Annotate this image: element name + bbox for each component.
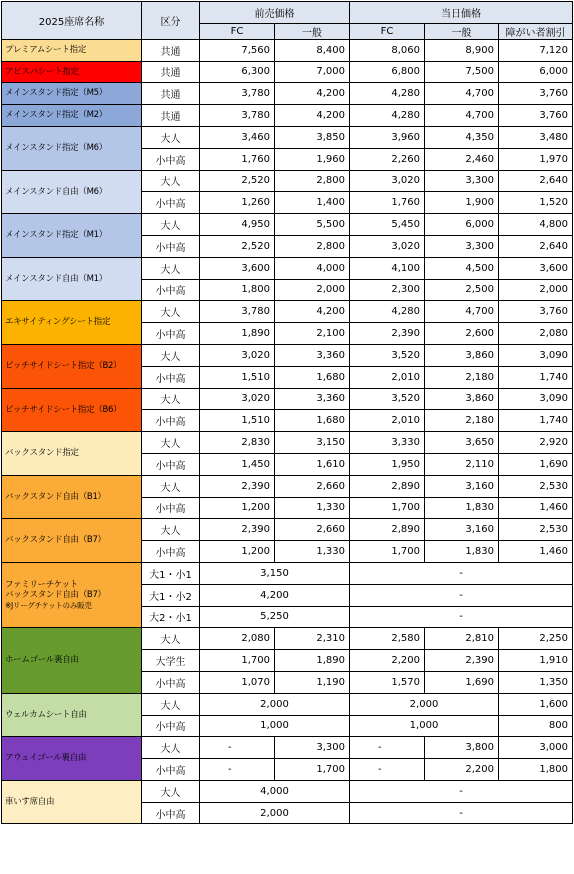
category-cell: 大人: [142, 780, 200, 802]
table-row: [2, 126, 573, 148]
advance-fc-cell: 1,800: [200, 279, 275, 301]
sameday-fc-cell: -: [350, 759, 425, 781]
advance-general-cell: 2,100: [275, 323, 350, 345]
sameday-general-cell: 4,700: [425, 105, 499, 127]
sameday-general-cell: 2,500: [425, 279, 499, 301]
sameday-price-cell: 2,000: [350, 693, 499, 715]
advance-fc-cell: 1,450: [200, 453, 275, 475]
advance-general-cell: 1,680: [275, 410, 350, 432]
advance-general-cell: 1,890: [275, 650, 350, 672]
sameday-fc-cell: 3,960: [350, 126, 425, 148]
seat-name-cell: [2, 562, 142, 627]
advance-general-cell: 4,200: [275, 105, 350, 127]
disabled-discount-cell: 3,760: [499, 105, 573, 127]
table-row: [2, 301, 573, 323]
category-cell: 小中高: [142, 715, 200, 737]
sameday-fc-cell: 1,700: [350, 497, 425, 519]
disabled-discount-cell: 2,000: [499, 279, 573, 301]
disabled-discount-cell: 2,530: [499, 519, 573, 541]
advance-general-cell: 3,850: [275, 126, 350, 148]
category-cell: 共通: [142, 61, 200, 83]
advance-fc-cell: 3,780: [200, 301, 275, 323]
disabled-discount-cell: 1,970: [499, 148, 573, 170]
advance-fc-cell: 1,890: [200, 323, 275, 345]
category-cell: 小中高: [142, 279, 200, 301]
header-sameday-fc: FC: [350, 23, 425, 39]
category-cell: 大人: [142, 475, 200, 497]
sameday-price-cell: -: [350, 562, 573, 584]
sameday-general-cell: 8,900: [425, 39, 499, 61]
sameday-general-cell: 3,300: [425, 235, 499, 257]
advance-fc-cell: 3,780: [200, 83, 275, 105]
advance-general-cell: 2,800: [275, 170, 350, 192]
seat-name-cell: ピッチサイドシート指定（B2）: [2, 344, 142, 388]
seat-name-cell: メインスタンド指定（M2）: [2, 105, 142, 127]
price-table: [1, 1, 573, 824]
sameday-general-cell: 3,860: [425, 388, 499, 410]
advance-fc-cell: 3,020: [200, 388, 275, 410]
advance-general-cell: 1,960: [275, 148, 350, 170]
header-category: 区分: [142, 2, 200, 40]
advance-general-cell: 8,400: [275, 39, 350, 61]
seat-name-cell: メインスタンド指定（M5）: [2, 83, 142, 105]
category-cell: 小中高: [142, 802, 200, 824]
disabled-discount-cell: 1,460: [499, 497, 573, 519]
header-advance-fc: FC: [200, 23, 275, 39]
table-row: [2, 475, 573, 497]
sameday-general-cell: 3,860: [425, 344, 499, 366]
category-cell: 大1・小1: [142, 562, 200, 584]
sameday-general-cell: 2,180: [425, 366, 499, 388]
advance-fc-cell: 3,020: [200, 344, 275, 366]
seat-name-cell: アウェイゴール裏自由: [2, 737, 142, 781]
table-row: [2, 780, 573, 802]
sameday-general-cell: 2,390: [425, 650, 499, 672]
disabled-discount-cell: 2,920: [499, 432, 573, 454]
category-cell: 小中高: [142, 366, 200, 388]
sameday-general-cell: 4,700: [425, 301, 499, 323]
category-cell: 大人: [142, 126, 200, 148]
category-cell: 共通: [142, 83, 200, 105]
header-advance-price: 前売価格: [200, 2, 350, 24]
disabled-discount-cell: 2,640: [499, 235, 573, 257]
sameday-general-cell: 1,900: [425, 192, 499, 214]
disabled-discount-cell: 800: [499, 715, 573, 737]
advance-general-cell: 1,330: [275, 541, 350, 563]
table-row: [2, 257, 573, 279]
sameday-general-cell: 3,800: [425, 737, 499, 759]
advance-general-cell: 1,680: [275, 366, 350, 388]
table-row: [2, 388, 573, 410]
table-row: [2, 737, 573, 759]
sameday-fc-cell: 3,520: [350, 388, 425, 410]
category-cell: 大人: [142, 257, 200, 279]
sameday-general-cell: 3,300: [425, 170, 499, 192]
sameday-general-cell: 3,650: [425, 432, 499, 454]
table-row: [2, 214, 573, 236]
advance-fc-cell: 2,390: [200, 475, 275, 497]
header-sameday-general: 一般: [425, 23, 499, 39]
disabled-discount-cell: 3,090: [499, 344, 573, 366]
advance-fc-cell: 1,510: [200, 410, 275, 432]
sameday-general-cell: 6,000: [425, 214, 499, 236]
sameday-general-cell: 2,810: [425, 628, 499, 650]
category-cell: 共通: [142, 39, 200, 61]
advance-price-cell: 3,150: [200, 562, 350, 584]
advance-general-cell: 2,800: [275, 235, 350, 257]
sameday-general-cell: 2,180: [425, 410, 499, 432]
sameday-general-cell: 2,460: [425, 148, 499, 170]
advance-fc-cell: -: [200, 737, 275, 759]
sameday-fc-cell: 2,300: [350, 279, 425, 301]
seat-name-cell: メインスタンド指定（M1）: [2, 214, 142, 258]
sameday-general-cell: 2,110: [425, 453, 499, 475]
advance-fc-cell: 3,780: [200, 105, 275, 127]
sameday-fc-cell: 2,890: [350, 475, 425, 497]
table-row: [2, 628, 573, 650]
sameday-general-cell: 4,350: [425, 126, 499, 148]
advance-general-cell: 4,000: [275, 257, 350, 279]
advance-general-cell: 2,310: [275, 628, 350, 650]
table-row: [2, 432, 573, 454]
advance-general-cell: 1,700: [275, 759, 350, 781]
sameday-general-cell: 1,830: [425, 497, 499, 519]
advance-fc-cell: 1,700: [200, 650, 275, 672]
sameday-fc-cell: 4,280: [350, 105, 425, 127]
disabled-discount-cell: 1,350: [499, 671, 573, 693]
sameday-fc-cell: 6,800: [350, 61, 425, 83]
disabled-discount-cell: 3,760: [499, 301, 573, 323]
advance-fc-cell: 7,560: [200, 39, 275, 61]
category-cell: 大人: [142, 170, 200, 192]
advance-general-cell: 1,400: [275, 192, 350, 214]
sameday-general-cell: 1,830: [425, 541, 499, 563]
category-cell: 大人: [142, 628, 200, 650]
category-cell: 小中高: [142, 410, 200, 432]
sameday-general-cell: 3,160: [425, 475, 499, 497]
seat-name-cell: バックスタンド指定: [2, 432, 142, 476]
advance-fc-cell: 2,520: [200, 235, 275, 257]
category-cell: 大人: [142, 301, 200, 323]
header-sameday-price: 当日価格: [350, 2, 573, 24]
advance-price-cell: 1,000: [200, 715, 350, 737]
sameday-fc-cell: 2,010: [350, 410, 425, 432]
advance-general-cell: 3,300: [275, 737, 350, 759]
advance-fc-cell: 1,200: [200, 497, 275, 519]
seat-name-cell: メインスタンド指定（M6）: [2, 126, 142, 170]
table-row: [2, 61, 573, 83]
category-cell: 大人: [142, 519, 200, 541]
category-cell: 小中高: [142, 192, 200, 214]
advance-general-cell: 3,150: [275, 432, 350, 454]
advance-general-cell: 7,000: [275, 61, 350, 83]
sameday-fc-cell: 8,060: [350, 39, 425, 61]
sameday-price-cell: -: [350, 606, 573, 628]
header-advance-general: 一般: [275, 23, 350, 39]
sameday-fc-cell: 1,700: [350, 541, 425, 563]
seat-name-cell: ピッチサイドシート指定（B6）: [2, 388, 142, 432]
seat-name-cell: バックスタンド自由（B7）: [2, 519, 142, 563]
category-cell: 小中高: [142, 323, 200, 345]
sameday-fc-cell: 3,020: [350, 170, 425, 192]
advance-fc-cell: 4,950: [200, 214, 275, 236]
disabled-discount-cell: 2,080: [499, 323, 573, 345]
seat-name-line: バックスタンド自由（B7）: [5, 590, 106, 601]
disabled-discount-cell: 2,530: [499, 475, 573, 497]
category-cell: 小中高: [142, 235, 200, 257]
category-cell: 小中高: [142, 671, 200, 693]
advance-price-cell: 4,200: [200, 584, 350, 606]
category-cell: 大人: [142, 432, 200, 454]
seat-name-cell: 車いす席自由: [2, 780, 142, 824]
advance-fc-cell: 3,460: [200, 126, 275, 148]
sameday-fc-cell: 2,390: [350, 323, 425, 345]
advance-price-cell: 5,250: [200, 606, 350, 628]
price-table-container: [1, 1, 573, 824]
disabled-discount-cell: 3,600: [499, 257, 573, 279]
category-cell: 小中高: [142, 497, 200, 519]
seat-name-cell: エキサイティングシート指定: [2, 301, 142, 345]
category-cell: 小中高: [142, 541, 200, 563]
advance-general-cell: 3,360: [275, 388, 350, 410]
header-disabled-discount: 障がい者割引: [499, 23, 573, 39]
sameday-fc-cell: 3,330: [350, 432, 425, 454]
seat-name-cell: アビスパシート指定: [2, 61, 142, 83]
disabled-discount-cell: 2,250: [499, 628, 573, 650]
table-row: [2, 170, 573, 192]
sameday-price-cell: -: [350, 802, 573, 824]
table-row: [2, 83, 573, 105]
advance-fc-cell: 3,600: [200, 257, 275, 279]
advance-general-cell: 2,660: [275, 475, 350, 497]
disabled-discount-cell: 1,600: [499, 693, 573, 715]
disabled-discount-cell: 3,000: [499, 737, 573, 759]
sameday-fc-cell: 1,570: [350, 671, 425, 693]
advance-fc-cell: 1,200: [200, 541, 275, 563]
seat-name-cell: ウェルカムシート自由: [2, 693, 142, 737]
disabled-discount-cell: 1,800: [499, 759, 573, 781]
table-row: [2, 39, 573, 61]
sameday-fc-cell: 4,100: [350, 257, 425, 279]
sameday-fc-cell: 1,950: [350, 453, 425, 475]
disabled-discount-cell: 1,740: [499, 366, 573, 388]
advance-general-cell: 2,660: [275, 519, 350, 541]
sameday-price-cell: 1,000: [350, 715, 499, 737]
category-cell: 大人: [142, 737, 200, 759]
seat-name-cell: メインスタンド自由（M1）: [2, 257, 142, 301]
sameday-price-cell: -: [350, 780, 573, 802]
price-table-body: [2, 39, 573, 824]
category-cell: 大2・小1: [142, 606, 200, 628]
category-cell: 小中高: [142, 759, 200, 781]
advance-general-cell: 4,200: [275, 83, 350, 105]
header-row-top: [2, 2, 573, 24]
advance-fc-cell: 1,510: [200, 366, 275, 388]
seat-name-cell: メインスタンド自由（M6）: [2, 170, 142, 214]
disabled-discount-cell: 1,460: [499, 541, 573, 563]
sameday-general-cell: 3,160: [425, 519, 499, 541]
sameday-fc-cell: 4,280: [350, 83, 425, 105]
table-row: [2, 562, 573, 584]
sameday-general-cell: 4,700: [425, 83, 499, 105]
table-row: [2, 344, 573, 366]
sameday-fc-cell: 4,280: [350, 301, 425, 323]
advance-fc-cell: 1,760: [200, 148, 275, 170]
disabled-discount-cell: 7,120: [499, 39, 573, 61]
advance-fc-cell: 2,520: [200, 170, 275, 192]
table-row: [2, 519, 573, 541]
disabled-discount-cell: 4,800: [499, 214, 573, 236]
advance-fc-cell: 6,300: [200, 61, 275, 83]
category-cell: 共通: [142, 105, 200, 127]
sameday-price-cell: -: [350, 584, 573, 606]
sameday-general-cell: 2,600: [425, 323, 499, 345]
advance-general-cell: 4,200: [275, 301, 350, 323]
advance-fc-cell: 2,830: [200, 432, 275, 454]
advance-general-cell: 2,000: [275, 279, 350, 301]
category-cell: 小中高: [142, 453, 200, 475]
category-cell: 大人: [142, 344, 200, 366]
seat-name-line: ※Jリーグチケットのみ販売: [5, 601, 92, 611]
category-cell: 大人: [142, 693, 200, 715]
category-cell: 小中高: [142, 148, 200, 170]
sameday-fc-cell: 1,760: [350, 192, 425, 214]
category-cell: 大学生: [142, 650, 200, 672]
sameday-general-cell: 7,500: [425, 61, 499, 83]
sameday-fc-cell: 3,020: [350, 235, 425, 257]
disabled-discount-cell: 1,740: [499, 410, 573, 432]
advance-general-cell: 5,500: [275, 214, 350, 236]
advance-fc-cell: 2,080: [200, 628, 275, 650]
advance-fc-cell: -: [200, 759, 275, 781]
sameday-general-cell: 2,200: [425, 759, 499, 781]
sameday-general-cell: 1,690: [425, 671, 499, 693]
sameday-general-cell: 4,500: [425, 257, 499, 279]
sameday-fc-cell: 3,520: [350, 344, 425, 366]
advance-general-cell: 3,360: [275, 344, 350, 366]
disabled-discount-cell: 3,760: [499, 83, 573, 105]
advance-fc-cell: 1,260: [200, 192, 275, 214]
disabled-discount-cell: 3,090: [499, 388, 573, 410]
sameday-fc-cell: 2,890: [350, 519, 425, 541]
advance-fc-cell: 2,390: [200, 519, 275, 541]
disabled-discount-cell: 3,480: [499, 126, 573, 148]
sameday-fc-cell: 5,450: [350, 214, 425, 236]
sameday-fc-cell: 2,010: [350, 366, 425, 388]
sameday-fc-cell: 2,260: [350, 148, 425, 170]
disabled-discount-cell: 1,520: [499, 192, 573, 214]
seat-name-line: ファミリーチケット: [5, 579, 78, 590]
seat-name-cell: プレミアムシート指定: [2, 39, 142, 61]
disabled-discount-cell: 6,000: [499, 61, 573, 83]
sameday-fc-cell: -: [350, 737, 425, 759]
advance-price-cell: 2,000: [200, 802, 350, 824]
sameday-fc-cell: 2,580: [350, 628, 425, 650]
table-row: [2, 693, 573, 715]
advance-price-cell: 4,000: [200, 780, 350, 802]
seat-name-cell: バックスタンド自由（B1）: [2, 475, 142, 519]
advance-fc-cell: 1,070: [200, 671, 275, 693]
seat-name-cell: ホームゴール裏自由: [2, 628, 142, 693]
advance-general-cell: 1,330: [275, 497, 350, 519]
category-cell: 大1・小2: [142, 584, 200, 606]
advance-general-cell: 1,610: [275, 453, 350, 475]
advance-general-cell: 1,190: [275, 671, 350, 693]
header-seat-name: 2025座席名称: [2, 2, 142, 40]
category-cell: 大人: [142, 214, 200, 236]
disabled-discount-cell: 1,690: [499, 453, 573, 475]
sameday-fc-cell: 2,200: [350, 650, 425, 672]
disabled-discount-cell: 1,910: [499, 650, 573, 672]
table-row: [2, 105, 573, 127]
category-cell: 大人: [142, 388, 200, 410]
advance-price-cell: 2,000: [200, 693, 350, 715]
disabled-discount-cell: 2,640: [499, 170, 573, 192]
